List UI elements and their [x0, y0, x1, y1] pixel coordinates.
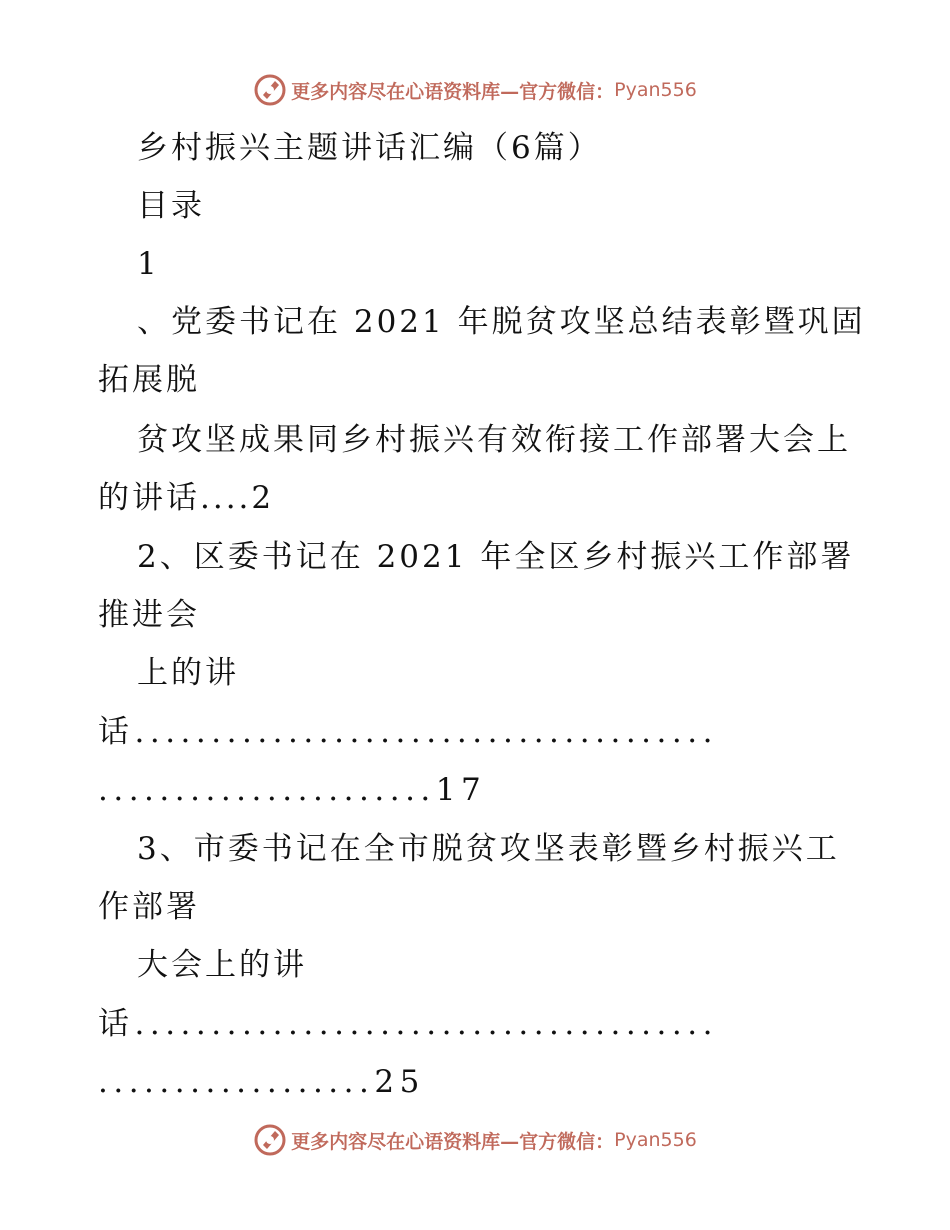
toc-item2-line: 话...................................... — [98, 714, 718, 750]
toc-item3-line: ..................25 — [98, 1064, 425, 1100]
toc-item1-line: 、党委书记在 2021 年脱贫攻坚总结表彰暨巩固 — [137, 304, 866, 340]
toc-item3-line: 大会上的讲 — [137, 947, 307, 983]
watermark-wechat: Pyan556 — [614, 79, 697, 101]
toc-item1-line: 贫攻坚成果同乡村振兴有效衔接工作部署大会上 — [137, 422, 851, 458]
toc-item1-line: 的讲话....2 — [98, 480, 275, 516]
toc-heading: 目录 — [137, 188, 205, 224]
document-title: 乡村振兴主题讲话汇编（6篇） — [137, 130, 602, 166]
watermark-text: 更多内容尽在心语资料库—官方微信： — [291, 80, 615, 103]
toc-item1-line: 拓展脱 — [98, 362, 200, 398]
watermark-logo-icon — [253, 73, 287, 107]
toc-item3-line: 3、市委书记在全市脱贫攻坚表彰暨乡村振兴工 — [137, 831, 840, 867]
toc-item2-line: 推进会 — [98, 597, 200, 633]
watermark-wechat: Pyan556 — [614, 1129, 697, 1151]
toc-item2-line: ......................17 — [98, 772, 487, 808]
watermark-bottom — [0, 1120, 950, 1160]
watermark-top — [0, 70, 950, 110]
watermark-logo-icon — [253, 1123, 287, 1157]
toc-item3-line: 话...................................... — [98, 1006, 718, 1042]
toc-item1-number: 1 — [137, 246, 160, 282]
toc-item3-line: 作部署 — [98, 889, 200, 925]
toc-item2-line: 2、区委书记在 2021 年全区乡村振兴工作部署 — [137, 539, 855, 575]
toc-item2-line: 上的讲 — [137, 655, 239, 691]
watermark-text: 更多内容尽在心语资料库—官方微信： — [291, 1130, 615, 1153]
